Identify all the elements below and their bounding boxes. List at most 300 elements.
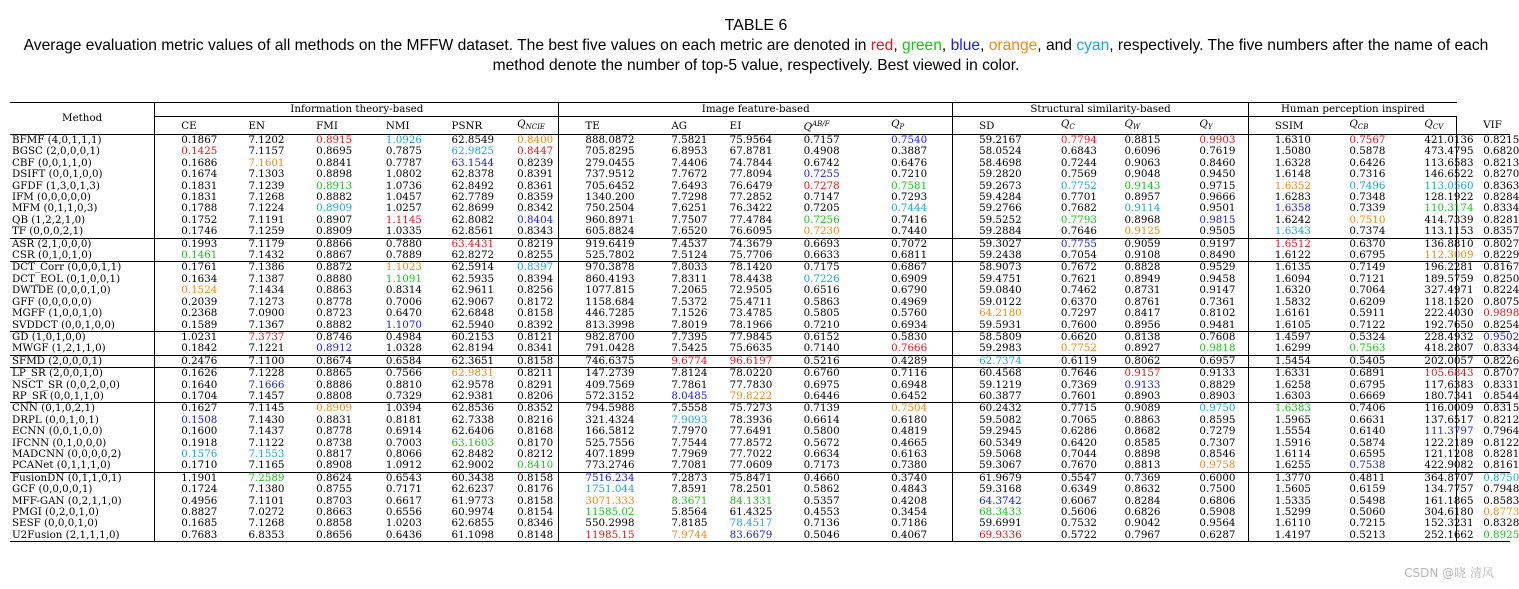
- metric-value: 1.3770: [1248, 472, 1323, 484]
- metrics-table: [10, 102, 1519, 542]
- metric-value: 0.5800: [803, 425, 840, 438]
- method-name: BFMF (4,0,1,1,1): [10, 135, 155, 147]
- metric-value: 161.1865: [1398, 496, 1456, 507]
- metric-value: 7.1157: [248, 145, 285, 158]
- metric-value: 6.8353: [222, 530, 290, 542]
- metric-value: 0.7682: [1060, 202, 1097, 215]
- metric-value: 1.4597: [1248, 331, 1323, 343]
- metric-value: 0.8583: [1483, 494, 1519, 507]
- metric-value: 0.8829: [1173, 380, 1248, 391]
- metric-value: 737.9512: [585, 168, 635, 181]
- metric-value: 0.8949: [1124, 272, 1161, 285]
- metric-value: 1.6512: [1248, 238, 1323, 250]
- metric-value: 791.0428: [585, 342, 635, 355]
- metric-value: 919.6419: [559, 238, 645, 250]
- metric-value: 7.1430: [248, 413, 285, 426]
- metric-value: 7.0272: [248, 506, 285, 518]
- metric-value: 705.8295: [585, 145, 635, 158]
- metric-value: 0.8815: [1124, 134, 1161, 146]
- metric-value: 0.8404: [491, 215, 559, 226]
- metric-value: 146.6522: [1398, 169, 1456, 180]
- metric-value: 96.6197: [704, 355, 778, 367]
- metric-value: 0.6620: [1035, 331, 1099, 343]
- metric-value: 0.6370: [1323, 238, 1398, 250]
- metric-value: 0.6140: [1349, 425, 1386, 438]
- metric-value: 0.8778: [316, 425, 353, 438]
- metric-value: 0.2368: [181, 307, 218, 320]
- metric-value: 0.8817: [316, 447, 353, 460]
- metric-value: 1.6328: [1274, 156, 1311, 169]
- metric-value: 0.5805: [803, 307, 840, 320]
- metric-column-header: [704, 117, 778, 135]
- metric-value: 860.4193: [585, 272, 635, 285]
- metric-value: 0.8913: [316, 179, 353, 192]
- metric-value: 0.8397: [491, 262, 559, 274]
- metric-value: 525.7802: [585, 249, 635, 262]
- metric-value: 1.0736: [385, 179, 422, 192]
- metric-value: 7.1268: [248, 191, 285, 204]
- metric-value: 7.5558: [645, 403, 703, 415]
- metric-value: 0.8211: [491, 368, 559, 380]
- metric-value: 0.6349: [1060, 483, 1097, 496]
- metric-value: 59.2820: [979, 168, 1022, 181]
- metric-value: 62.9578: [451, 378, 495, 391]
- metric-value: 0.8359: [491, 192, 559, 203]
- metric-value: 7.1601: [248, 156, 285, 169]
- metric-value: 60.2432: [953, 403, 1035, 415]
- caption-text-part: , respectively. The five numbers after the name of each method denote the number of top-5 value, respectively. Best viewed in color.: [492, 37, 1489, 74]
- table-row: [10, 403, 1510, 415]
- metric-value: 78.4438: [729, 272, 773, 285]
- metric-value: 1.0457: [385, 191, 422, 204]
- metric-value: 572.3152: [585, 389, 635, 402]
- metric-value: 0.1752: [181, 213, 218, 226]
- metric-subscript: P: [899, 123, 905, 131]
- metric-value: 0.8912: [316, 342, 353, 355]
- metric-value: 59.2884: [979, 225, 1022, 238]
- metric-value: 0.8284: [1124, 494, 1161, 507]
- table-row: [10, 355, 1510, 367]
- metric-value: 0.1524: [181, 284, 218, 297]
- metric-value: 0.7715: [1035, 403, 1099, 415]
- metric-value: 62.8194: [451, 342, 495, 355]
- metric-value: 7.4406: [671, 156, 708, 169]
- metric-value: 0.1626: [155, 368, 223, 380]
- metric-value: 0.8866: [290, 238, 360, 250]
- metric-value: 59.5931: [979, 318, 1022, 331]
- metric-value: 0.9505: [1173, 226, 1248, 238]
- metric-value: 7.0900: [248, 307, 285, 320]
- metric-value: 62.8492: [451, 179, 495, 192]
- table-row: [10, 391, 1510, 403]
- metric-value: 76.3422: [729, 202, 773, 215]
- metric-value: 0.6476: [865, 158, 953, 169]
- method-name: GD (1,0,1,0,0): [10, 331, 155, 343]
- metric-value: 0.6693: [778, 238, 865, 250]
- metric-value: 0.7496: [1349, 179, 1386, 192]
- metric-value: 813.3998: [585, 318, 635, 331]
- metric-value: 59.2766: [979, 202, 1022, 215]
- metric-value: 77.4784: [729, 213, 773, 226]
- metric-value: 409.7569: [585, 378, 635, 391]
- metric-value: 0.4811: [1323, 472, 1398, 484]
- metric-value: 0.7608: [1173, 331, 1248, 343]
- metric-value: 77.7022: [729, 447, 773, 460]
- metric-value: 0.7121: [1349, 272, 1386, 285]
- metric-value: 0.8291: [491, 380, 559, 391]
- metric-value: 0.8828: [1098, 262, 1173, 274]
- metric-value: 7.5372: [671, 295, 708, 308]
- metric-value: 0.4067: [865, 530, 953, 542]
- metric-value: 0.9502: [1457, 331, 1510, 343]
- metric-value: 137.6517: [1398, 415, 1456, 426]
- caption-color-word: orange: [988, 37, 1038, 54]
- metric-value: 364.8707: [1398, 472, 1456, 484]
- metric-value: 0.8062: [1098, 355, 1173, 367]
- metric-value: 62.7338: [451, 413, 495, 426]
- metric-value: 0.7374: [1349, 225, 1386, 238]
- metric-value: 1.0912: [385, 459, 422, 472]
- metric-value: 0.6811: [865, 250, 953, 262]
- metric-value: 0.5216: [778, 355, 865, 367]
- metric-value: 228.4932: [1398, 331, 1456, 343]
- metric-subscript: CB: [1357, 123, 1369, 131]
- metric-value: 1.6135: [1248, 262, 1323, 274]
- metric-value: 134.7757: [1398, 484, 1456, 495]
- metric-value: 960.8971: [585, 213, 635, 226]
- metric-value: 1.5965: [1274, 413, 1311, 426]
- metric-value: 1077.815: [585, 284, 635, 297]
- metric-value: 75.9564: [729, 134, 773, 146]
- metric-value: 0.6286: [1060, 425, 1097, 438]
- caption-color-word: cyan: [1076, 37, 1110, 54]
- metric-value: 7.8033: [645, 262, 703, 274]
- metric-value: 0.7672: [1035, 262, 1099, 274]
- metric-value: 7.1666: [248, 378, 285, 391]
- metric-value: 0.8066: [385, 447, 422, 460]
- metric-value: 0.8224: [1483, 284, 1519, 297]
- method-name: QB (1,2,2,1,0): [10, 215, 155, 226]
- metric-value: 0.1425: [181, 145, 218, 158]
- metric-value: 0.8810: [385, 378, 422, 391]
- metric-value: 0.7440: [865, 226, 953, 238]
- metric-value: 0.9133: [1173, 368, 1248, 380]
- metric-value: 72.9505: [729, 284, 773, 297]
- metric-name: Q: [517, 118, 526, 130]
- metric-value: 0.3454: [865, 507, 953, 518]
- metric-value: 0.7116: [865, 368, 953, 380]
- metric-value: 0.6000: [1173, 472, 1248, 484]
- metric-value: 0.1746: [181, 225, 218, 238]
- metric-value: 0.7500: [1173, 484, 1248, 495]
- table-row: [10, 250, 1510, 262]
- metric-value: 0.8632: [1124, 483, 1161, 496]
- metric-value: 59.1219: [979, 378, 1022, 391]
- metric-value: 0.1627: [155, 403, 223, 415]
- metric-value: 1.1145: [385, 213, 422, 226]
- metric-value: 111.3797: [1398, 426, 1456, 437]
- metric-value: 7.5124: [671, 249, 708, 262]
- metric-value: 0.1842: [181, 342, 218, 355]
- metric-value: 59.3168: [979, 483, 1022, 496]
- metric-value: 1.5080: [1274, 145, 1311, 158]
- metric-value: 0.6790: [865, 285, 953, 296]
- metric-value: 63.1544: [451, 156, 495, 169]
- metric-value: 0.9818: [1173, 343, 1248, 355]
- metric-value: 0.9898: [1483, 307, 1519, 320]
- method-name: SESF (0,0,0,1,0): [10, 518, 155, 529]
- metric-value: 304.6180: [1398, 507, 1456, 518]
- metric-value: 1.6161: [1274, 307, 1311, 320]
- method-name: MFM (0,1,1,0,3): [10, 203, 155, 214]
- metric-value: 1.6310: [1274, 134, 1311, 146]
- metric-value: 62.3651: [426, 355, 492, 367]
- metric-value: 62.9002: [451, 459, 495, 472]
- metric-value: 0.1831: [181, 179, 218, 192]
- method-name: DWTDE (0,0,0,1,0): [10, 285, 155, 296]
- method-name: LP_SR (2,0,0,1,0): [10, 368, 155, 380]
- metric-value: 77.6491: [729, 425, 773, 438]
- metric-value: 0.8206: [491, 391, 559, 403]
- metric-name: SD: [979, 119, 995, 132]
- metric-value: 422.9082: [1398, 460, 1456, 472]
- metric-value: 0.8925: [1457, 530, 1510, 542]
- metric-value: 0.8334: [1483, 342, 1519, 355]
- metric-value: 0.8315: [1457, 403, 1510, 415]
- metric-value: 0.7157: [803, 134, 840, 146]
- metric-value: 0.7380: [865, 460, 953, 472]
- metric-value: 62.6406: [451, 425, 495, 438]
- metric-column-header: [559, 117, 645, 135]
- metric-value: 8.3671: [671, 494, 708, 507]
- metric-value: 0.9125: [1124, 225, 1161, 238]
- metric-value: 11985.15: [559, 530, 645, 542]
- metric-value: 0.6614: [803, 413, 840, 426]
- metric-value: 75.7273: [704, 403, 778, 415]
- caption-text-part: Average evaluation metric values of all methods on the MFFW dataset. The best five values on each metric are denoted in: [23, 37, 871, 54]
- metric-value: 0.8255: [491, 250, 559, 262]
- metric-value: 0.8595: [1173, 415, 1248, 426]
- metric-value: 0.8674: [290, 355, 360, 367]
- metric-value: 112.3009: [1398, 250, 1456, 262]
- metric-value: 0.6957: [1173, 355, 1248, 367]
- metric-value: 0.8898: [316, 168, 353, 181]
- metric-value: 0.9450: [1173, 169, 1248, 180]
- metric-value: 113.1153: [1398, 226, 1456, 238]
- metric-value: 7.1239: [248, 179, 285, 192]
- metric-value: 0.6584: [360, 355, 426, 367]
- metric-value: 62.8549: [451, 134, 495, 146]
- metric-value: 7.7298: [671, 191, 708, 204]
- metric-value: 202.0057: [1398, 355, 1456, 367]
- metric-value: 0.6867: [865, 262, 953, 274]
- table-title: TABLE 6: [724, 17, 788, 34]
- metric-value: 0.1674: [181, 168, 218, 181]
- metric-value: 189.5759: [1398, 274, 1456, 285]
- metric-value: 0.5357: [803, 494, 840, 507]
- metric-value: 7.8311: [671, 272, 708, 285]
- metric-value: 0.9758: [1173, 460, 1248, 472]
- metric-column-header: [491, 117, 559, 135]
- metric-value: 0.8363: [1483, 179, 1519, 192]
- metric-value: 7.8019: [671, 318, 708, 331]
- metric-value: 7.7081: [671, 459, 708, 472]
- metric-value: 0.6420: [1060, 436, 1097, 449]
- metric-value: 64.2180: [979, 307, 1022, 320]
- metric-value: 0.6163: [865, 449, 953, 460]
- metric-value: 62.6848: [451, 307, 495, 320]
- metric-value: 0.8158: [491, 308, 559, 319]
- metric-value: 62.9831: [426, 368, 492, 380]
- metric-name: AG: [671, 119, 688, 132]
- metric-column-header: [1457, 117, 1510, 135]
- table-row: [10, 426, 1510, 437]
- metric-value: 0.7149: [1323, 262, 1398, 274]
- metric-value: 166.5812: [585, 425, 635, 438]
- metric-value: 0.7278: [803, 179, 840, 192]
- metric-value: 0.7621: [1060, 272, 1097, 285]
- metric-value: 1.5454: [1248, 355, 1323, 367]
- metric-value: 0.7683: [155, 530, 223, 542]
- metric-value: 0.9501: [1173, 203, 1248, 214]
- metric-value: 62.6237: [451, 483, 495, 496]
- metric-value: 0.9481: [1173, 320, 1248, 332]
- metric-value: 77.8572: [729, 436, 773, 449]
- metric-value: 7.4537: [645, 238, 703, 250]
- metric-value: 0.6631: [1349, 413, 1386, 426]
- metric-value: 0.6820: [1483, 145, 1519, 158]
- table-row: [10, 308, 1510, 319]
- metric-value: 0.8400: [491, 135, 559, 147]
- metric-value: 0.8778: [316, 295, 353, 308]
- metric-value: 0.7601: [1060, 389, 1097, 402]
- metric-value: 0.8773: [1483, 506, 1519, 518]
- metric-value: 1.5554: [1274, 425, 1311, 438]
- metric-value: 0.4660: [778, 472, 865, 484]
- metric-value: 7.1268: [248, 517, 285, 530]
- metric-value: 76.6095: [729, 225, 773, 238]
- metric-value: 1.6320: [1274, 284, 1311, 297]
- metric-value: 0.8968: [1124, 213, 1161, 226]
- metric-value: 0.7406: [1323, 403, 1398, 415]
- method-name: SVDDCT (0,0,1,0,0): [10, 320, 155, 332]
- metric-value: 0.7794: [1060, 134, 1097, 146]
- metric-name: Q: [891, 118, 900, 130]
- method-name: CBF (0,0,1,1,0): [10, 158, 155, 169]
- metric-value: 7.1224: [248, 202, 285, 215]
- metric-value: 113.0560: [1398, 181, 1456, 192]
- metric-value: 7.9744: [645, 530, 703, 542]
- metric-value: 252.1662: [1398, 530, 1456, 542]
- metric-value: 0.7003: [385, 436, 422, 449]
- metric-value: 1.6122: [1274, 249, 1311, 262]
- metric-value: 0.8284: [1483, 191, 1519, 204]
- metric-value: 0.9750: [1173, 403, 1248, 415]
- metric-value: 0.8880: [316, 272, 353, 285]
- metric-value: 1.6242: [1274, 213, 1311, 226]
- metric-value: 0.8908: [316, 459, 353, 472]
- metric-value: 0.8827: [181, 506, 218, 518]
- metric-value: 7.3737: [222, 331, 290, 343]
- metric-value: 7.7970: [671, 425, 708, 438]
- metric-value: 62.6855: [451, 517, 495, 530]
- metric-value: 0.6633: [803, 249, 840, 262]
- metric-value: 0.3887: [865, 146, 953, 157]
- metric-value: 0.4553: [803, 506, 840, 518]
- metric-value: 0.6909: [865, 274, 953, 285]
- metric-column-header: [645, 117, 703, 135]
- metric-name: PSNR: [451, 119, 483, 132]
- metric-value: 0.8410: [491, 460, 559, 472]
- metric-name: TE: [585, 119, 600, 132]
- metric-value: 59.6991: [979, 517, 1022, 530]
- metric-value: 73.4785: [729, 307, 773, 320]
- metric-value: 7.9093: [671, 413, 708, 426]
- metric-value: 0.7072: [865, 238, 953, 250]
- metric-value: 0.7122: [1349, 318, 1386, 331]
- metric-value: 0.7510: [1349, 213, 1386, 226]
- metric-value: 0.6806: [1173, 496, 1248, 507]
- metric-value: 78.1420: [704, 262, 778, 274]
- metric-value: 0.8909: [290, 403, 360, 415]
- metric-name: EN: [248, 119, 265, 132]
- metric-value: 0.1867: [181, 134, 218, 146]
- method-name: SFMD (2,0,0,0,1): [10, 355, 155, 367]
- metric-value: 7.1387: [248, 272, 285, 285]
- metric-value: 0.1704: [181, 389, 218, 402]
- metric-value: 970.3878: [559, 262, 645, 274]
- metric-value: 0.8154: [491, 507, 559, 518]
- metric-value: 1.6258: [1274, 378, 1311, 391]
- metric-value: 1.6105: [1274, 318, 1311, 331]
- metric-value: 0.9133: [1124, 378, 1161, 391]
- metric-value: 0.4208: [865, 496, 953, 507]
- metric-value: 0.8460: [1173, 158, 1248, 169]
- metric-value: 0.8102: [1173, 308, 1248, 319]
- metric-value: 0.6159: [1349, 483, 1386, 496]
- metric-value: 0.8907: [316, 213, 353, 226]
- metric-value: 0.1600: [181, 425, 218, 438]
- metric-value: 152.3231: [1398, 518, 1456, 529]
- method-name: CNN (0,1,0,2,1): [10, 403, 155, 415]
- metric-value: 0.5606: [1060, 506, 1097, 518]
- metric-value: 67.8781: [729, 145, 773, 158]
- metric-value: 62.9611: [451, 284, 495, 297]
- metric-value: 0.6426: [1349, 156, 1386, 169]
- metric-value: 0.7670: [1060, 459, 1097, 472]
- metric-value: 0.8254: [1483, 318, 1519, 331]
- method-name: BGSC (2,0,0,0,1): [10, 146, 155, 157]
- metric-subscript: Y: [1207, 123, 1213, 131]
- metric-value: 605.8824: [585, 225, 635, 238]
- metric-value: 0.5911: [1349, 307, 1386, 320]
- metric-value: 0.6516: [803, 284, 840, 297]
- metric-value: 147.2739: [559, 368, 645, 380]
- metric-value: 0.7752: [1060, 179, 1097, 192]
- metric-value: 7.1434: [248, 284, 285, 297]
- metric-value: 0.8546: [1173, 449, 1248, 460]
- metric-value: 77.7830: [729, 378, 773, 391]
- metric-value: 62.7374: [953, 355, 1035, 367]
- metric-value: 0.1640: [181, 378, 218, 391]
- metric-value: 0.5324: [1323, 331, 1398, 343]
- metric-value: 0.8898: [1124, 447, 1161, 460]
- metric-value: 0.6446: [803, 389, 840, 402]
- metric-value: 705.6452: [585, 179, 635, 192]
- metric-value: 0.8746: [290, 331, 360, 343]
- metric-value: 0.1508: [181, 413, 218, 426]
- metric-value: 59.0122: [979, 295, 1022, 308]
